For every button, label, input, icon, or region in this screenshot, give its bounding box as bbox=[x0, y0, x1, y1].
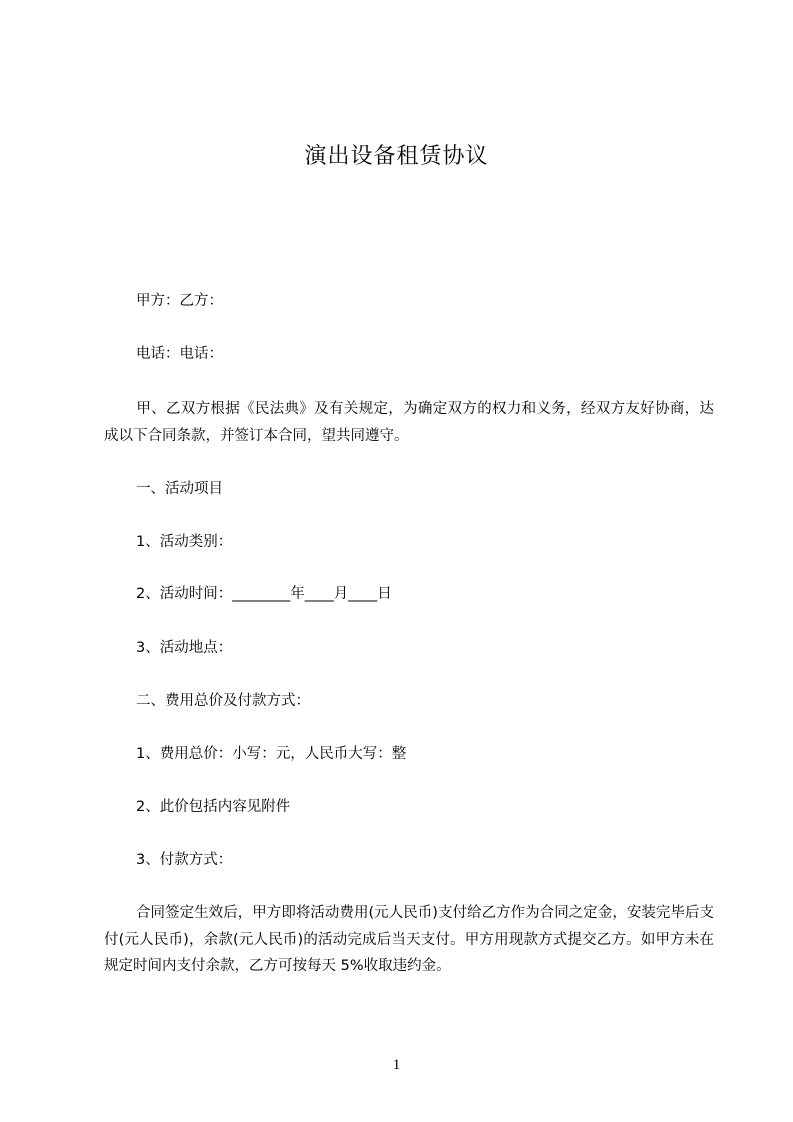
payment-paragraph bbox=[104, 900, 714, 980]
section2-item-payment: 3、付款方式： bbox=[136, 852, 233, 868]
parties-line: 甲方：乙方： bbox=[136, 293, 223, 309]
section2-item-contents: 2、此价包括内容见附件 bbox=[136, 799, 291, 815]
section2-heading: 二、费用总价及付款方式： bbox=[136, 693, 310, 709]
section2-item-total: 1、费用总价：小写：元，人民币大写：整 bbox=[136, 746, 407, 762]
section1-item-time: 2、活动时间：________年____月____日 bbox=[136, 586, 392, 602]
section1-heading: 一、活动项目 bbox=[136, 481, 223, 497]
section1-item-category: 1、活动类别： bbox=[136, 534, 233, 550]
intro-text: 甲、乙双方根据《民法典》及有关规定，为确定双方的权力和义务，经双方友好协商，达成以下合同条款，并签订本合同，望共同遵守。 bbox=[104, 401, 714, 444]
document-title: 演出设备租赁协议 bbox=[304, 144, 489, 169]
page-number: 1 bbox=[392, 1057, 401, 1073]
payment-text: 合同签定生效后，甲方即将活动费用(元人民币)支付给乙方作为合同之定金，安装完毕后支付(元人民币)，余款(元人民币)的活动完成后当天支付。甲方用现款方式提交乙方。如甲方未在规定时间内支付余款，乙方可按每天 5%收取违约金。 bbox=[104, 905, 714, 974]
intro-paragraph bbox=[104, 396, 714, 449]
section1-item-location: 3、活动地点： bbox=[136, 640, 233, 656]
phones-line: 电话：电话： bbox=[136, 346, 223, 362]
